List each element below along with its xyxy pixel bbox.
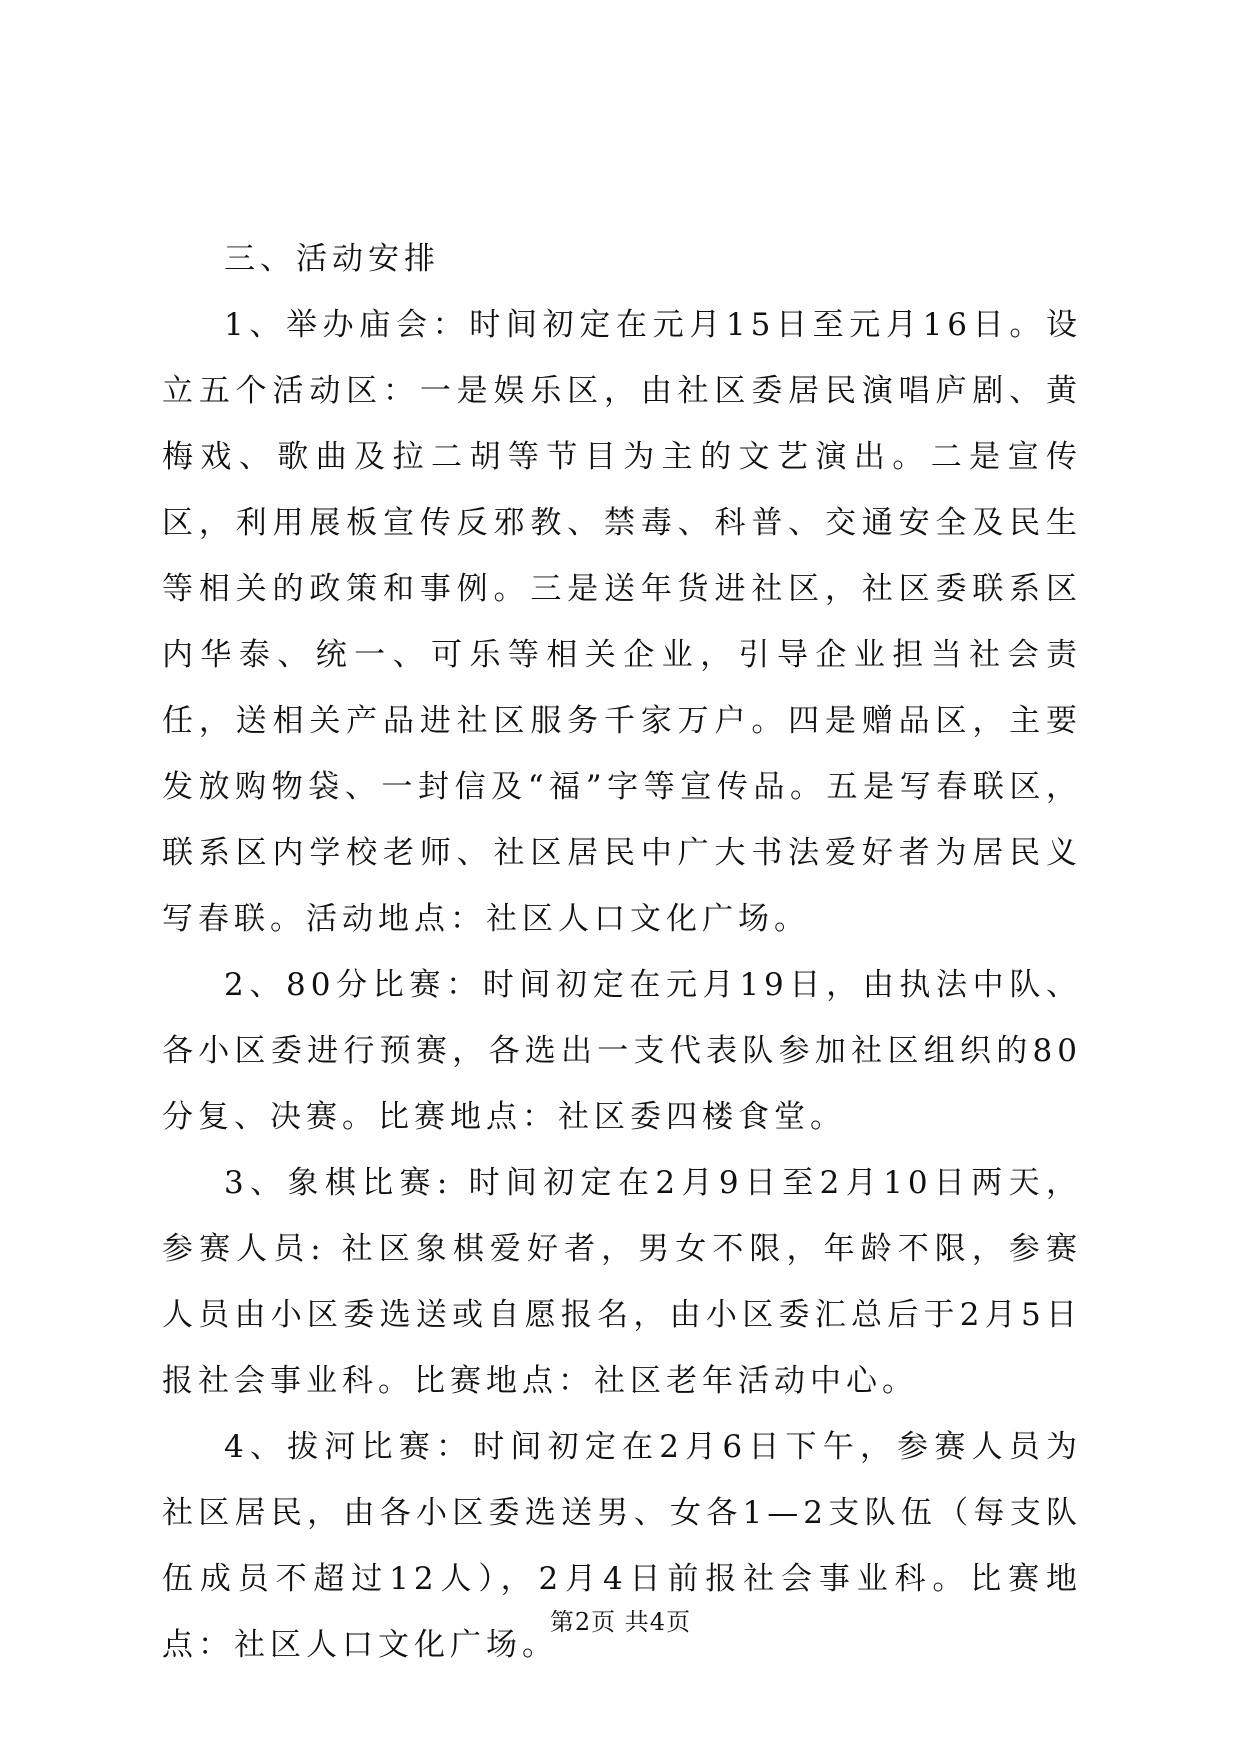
paragraph-tug-of-war: 4、拔河比赛：时间初定在2月6日下午，参赛人员为社区居民，由各小区委选送男、女各1—2支队伍（每支队伍成员不超过12人），2月4日前报社会事业科。比赛地点：社区人口文化广场。: [162, 1429, 1082, 1663]
paragraph-chess-game: 3、象棋比赛: 时间初定在2月9日至2月10日两天，参赛人员: 社区象棋爱好者，男女不限，年龄不限，参赛人员由小区委选送或自愿报名，由小区委汇总后于2月5日报社会事业科。比赛地点：社区老年活动中心。: [162, 1165, 1082, 1399]
paragraph-80-points-game: 2、80分比赛：时间初定在元月19日，由执法中队、各小区委进行预赛，各选出一支代表队参加社区组织的80分复、决赛。比赛地点：社区委四楼食堂。: [162, 967, 1082, 1135]
section-heading: 三、活动安排: [224, 241, 440, 277]
page-number-footer: 第2页 共4页: [549, 1608, 692, 1636]
paragraph-temple-fair: 1、举办庙会：时间初定在元月15日至元月16日。设立五个活动区：一是娱乐区，由社区委居民演唱庐剧、黄梅戏、歌曲及拉二胡等节目为主的文艺演出。二是宣传区，利用展板宣传反邪教、禁毒、科普、交通安全及民生等相关的政策和事例。三是送年货进社区，社区委联系区内华泰、统一、可乐等相关企业，引导企业担当社会责任，送相关产品进社区服务千家万户。四是赠品区，主要发放购物袋、一封信及“福”字等宣传品。五是写春联区，联系区内学校老师、社区居民中广大书法爱好者为居民义写春联。活动地点：社区人口文化广场。: [162, 307, 1082, 937]
document-body: [162, 226, 1082, 1678]
